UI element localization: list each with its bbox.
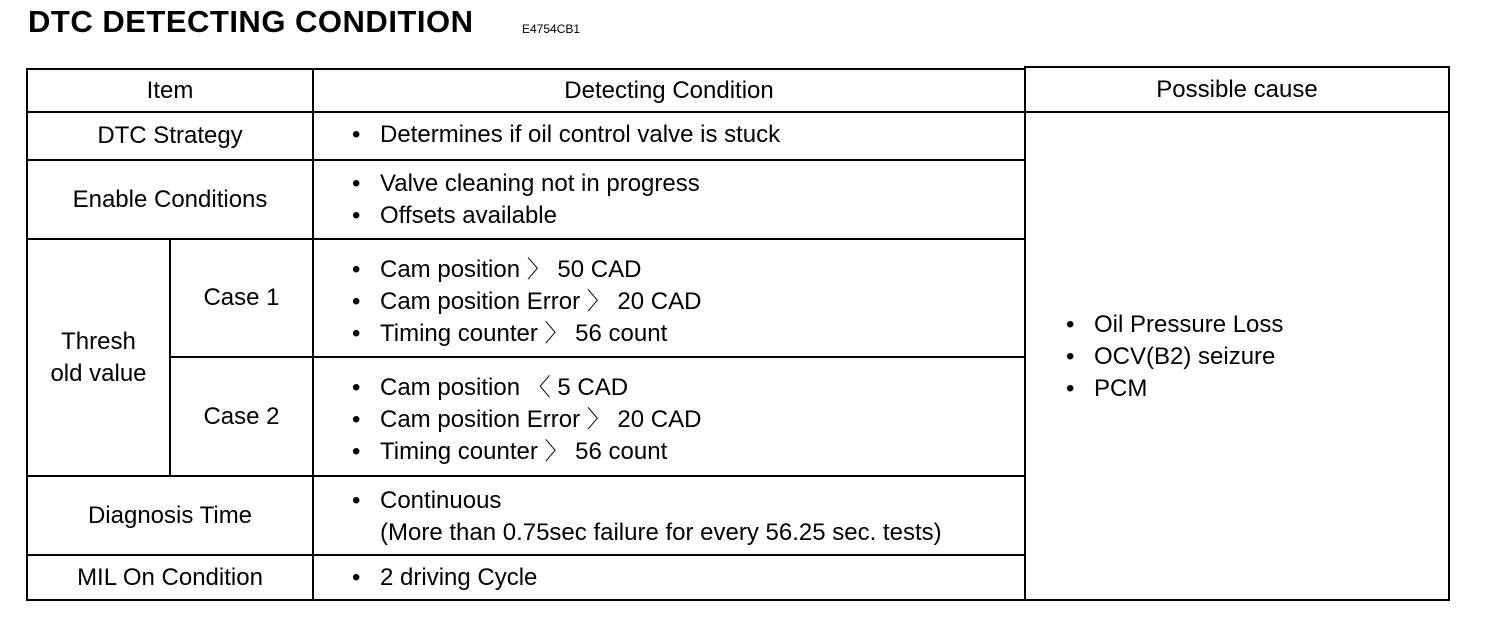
list-item: • OCV(B2) seizure <box>1066 341 1283 373</box>
case-1-label: Case 1 <box>169 238 314 358</box>
case-2-label: Case 2 <box>169 356 314 477</box>
list-item: • Oil Pressure Loss <box>1066 309 1283 341</box>
condition-diagnosis-time <box>312 475 1026 556</box>
condition-list <box>352 119 780 151</box>
list-item: • Determines if oil control valve is stuck <box>352 119 780 151</box>
condition-enable-conditions <box>312 159 1026 240</box>
condition-list <box>352 168 700 232</box>
item-enable-conditions: Enable Conditions <box>26 159 314 240</box>
item-dtc-strategy: DTC Strategy <box>26 111 314 161</box>
document-code: E4754CB1 <box>522 22 581 36</box>
condition-list <box>352 254 701 350</box>
possible-cause-cell <box>1024 111 1450 601</box>
item-mil-on-condition: MIL On Condition <box>26 554 314 601</box>
column-header-item: Item <box>26 68 314 113</box>
condition-case-1 <box>312 238 1026 358</box>
list-item: • Continuous <box>352 485 501 517</box>
list-item: • Cam position 〈 5 CAD <box>352 372 701 404</box>
list-item: • Valve cleaning not in progress <box>352 168 700 200</box>
column-header-possible-cause: Possible cause <box>1024 66 1450 113</box>
list-item: • Timing counter 〉 56 count <box>352 318 701 350</box>
item-diagnosis-time: Diagnosis Time <box>26 475 314 556</box>
list-item: • PCM <box>1066 373 1283 405</box>
threshold-label-line2: old value <box>50 359 147 387</box>
list-item: • Cam position Error 〉 20 CAD <box>352 404 701 436</box>
item-threshold-value <box>26 238 171 477</box>
list-item: • Cam position 〉 50 CAD <box>352 254 701 286</box>
threshold-label-line1: Thresh <box>61 327 136 355</box>
column-header-detecting-condition: Detecting Condition <box>312 68 1026 113</box>
list-item: • Timing counter 〉 56 count <box>352 436 701 468</box>
possible-cause-list <box>1066 309 1283 405</box>
condition-case-2 <box>312 356 1026 477</box>
diagnosis-note: (More than 0.75sec failure for every 56.25 sec. tests) <box>380 519 942 546</box>
list-item: • Cam position Error 〉 20 CAD <box>352 286 701 318</box>
condition-list <box>352 485 501 517</box>
condition-mil-on-condition <box>312 554 1026 601</box>
condition-dtc-strategy <box>312 111 1026 161</box>
condition-list <box>352 372 701 468</box>
list-item: • 2 driving Cycle <box>352 562 537 594</box>
page-title: DTC DETECTING CONDITION <box>28 4 474 39</box>
list-item: • Offsets available <box>352 200 700 232</box>
condition-list <box>352 562 537 594</box>
